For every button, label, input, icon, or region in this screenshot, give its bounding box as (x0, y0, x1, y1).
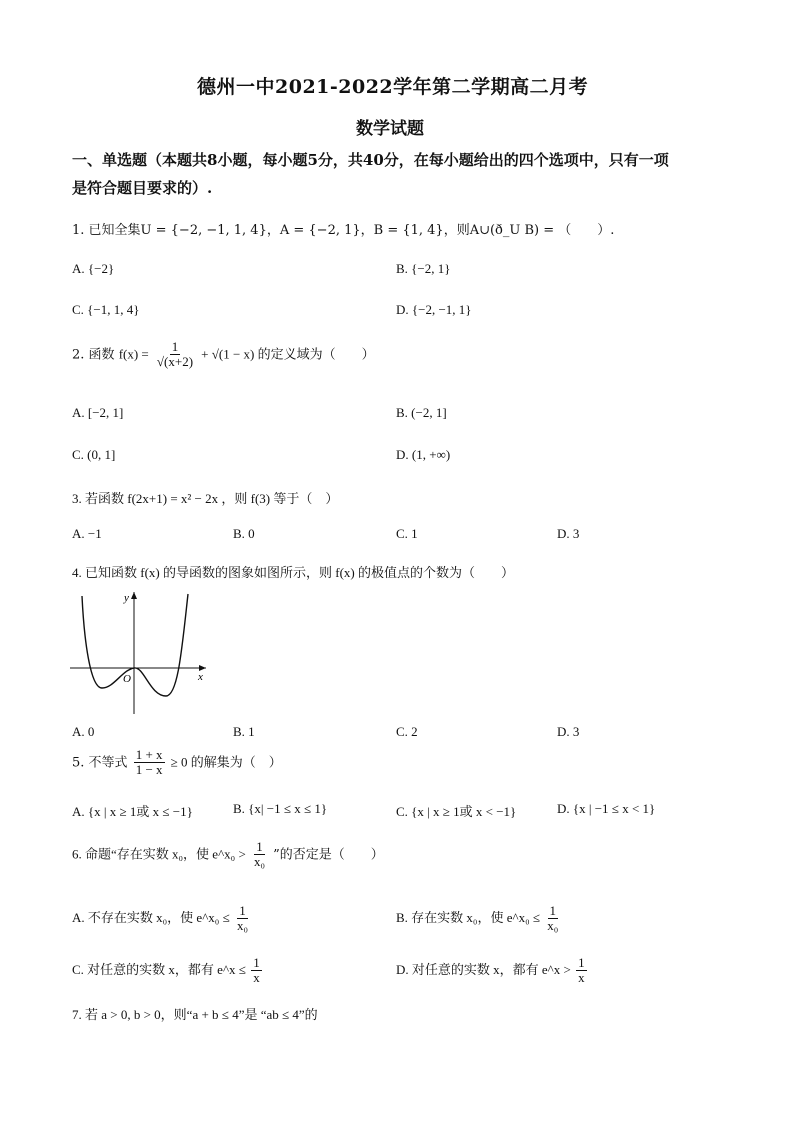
question-1-option-d[interactable]: D. {−2, −1, 1} (396, 302, 472, 317)
question-6-option-c-denominator: x (253, 970, 260, 986)
question-6-option-c-numerator: 1 (253, 955, 260, 970)
graph-y-arrow (131, 592, 137, 599)
question-3-option-d[interactable]: D. 3 (557, 526, 580, 541)
question-6-option-a-text: A. 不存在实数 x₀，使 e^x₀ ≤ (72, 909, 230, 925)
question-5-prefix: 5. 不等式 (72, 755, 128, 771)
question-2-tail: + √(1 − x) 的定义域为（ ） (201, 346, 375, 362)
question-3-option-c[interactable]: C. 1 (396, 526, 418, 541)
question-6-option-b-text: B. 存在实数 x₀，使 e^x₀ ≤ (396, 909, 540, 925)
question-6-option-a[interactable] (72, 904, 252, 934)
question-4-option-c[interactable]: C. 2 (396, 724, 418, 739)
graph-x-label: x (198, 671, 203, 683)
question-6-tail: ”的否定是（ ） (273, 847, 384, 863)
question-5-option-d[interactable]: D. {x | −1 ≤ x < 1} (557, 801, 656, 816)
graph-y-label: y (124, 592, 129, 604)
question-1-option-b[interactable]: B. {−2, 1} (396, 261, 451, 276)
question-5-option-a[interactable]: A. {x | x ≥ 1或 x ≤ −1} (72, 804, 193, 819)
question-6-option-c-text: C. 对任意的实数 x，都有 e^x ≤ (72, 961, 246, 977)
question-1-option-a[interactable]: A. {−2} (72, 261, 115, 276)
question-6-option-d[interactable] (396, 956, 589, 986)
question-3-option-a[interactable]: A. −1 (72, 526, 102, 541)
question-4-option-d[interactable]: D. 3 (557, 724, 580, 739)
section-heading-line2: 是符合题目要求的）. (72, 179, 213, 197)
question-6-option-d-denominator: x (578, 970, 585, 986)
question-2-option-c[interactable]: C. (0, 1] (72, 447, 116, 462)
question-6-prefix: 6. 命题“存在实数 x₀，使 e^x₀ > (72, 846, 246, 862)
question-6-option-c[interactable] (72, 956, 264, 986)
question-6-option-d-numerator: 1 (578, 955, 585, 970)
question-6-option-d-fraction (576, 956, 587, 986)
question-2-option-b[interactable]: B. (−2, 1] (396, 405, 447, 420)
question-6-option-a-fraction (235, 904, 250, 934)
question-2-option-a[interactable]: A. [−2, 1] (72, 405, 124, 420)
question-5-option-b[interactable]: B. {x| −1 ≤ x ≤ 1} (233, 801, 328, 816)
derivative-graph (68, 588, 210, 718)
question-5-fraction (134, 748, 165, 778)
graph-curve (82, 594, 188, 696)
question-1-stem: 1. 已知全集U = {−2, −1, 1, 4}，A = {−2, 1}，B = {1, 4}，则A∪(ð_U B) = （ ）. (72, 223, 615, 238)
question-6-stem (72, 840, 384, 870)
question-4-stem: 4. 已知函数 f(x) 的导函数的图象如图所示，则 f(x) 的极值点的个数为（ ） (72, 565, 514, 580)
section-heading-line1: 一、单选题（本题共8小题，每小题5分，共40分，在每小题给出的四个选项中，只有一项 (72, 151, 669, 169)
question-5-stem (72, 748, 282, 778)
question-6-option-d-text: D. 对任意的实数 x，都有 e^x > (396, 961, 571, 977)
graph-origin-label: O (123, 673, 131, 685)
question-6-option-b[interactable] (396, 904, 562, 934)
question-6-fraction (252, 840, 267, 870)
question-6-option-b-numerator: 1 (549, 903, 557, 918)
exam-subtitle: 数学试题 (356, 119, 424, 139)
question-6-option-a-denominator: x₀ (236, 918, 249, 934)
question-3-option-b[interactable]: B. 0 (233, 526, 255, 541)
section-heading (72, 146, 669, 202)
question-4-option-b[interactable]: B. 1 (233, 724, 255, 739)
question-6-option-b-denominator: x₀ (547, 918, 559, 934)
exam-title: 德州一中2021-2022学年第二学期高二月考 (197, 76, 589, 98)
question-2-fraction-denominator: √(x+2) (156, 354, 194, 370)
question-5-option-c[interactable]: C. {x | x ≥ 1或 x < −1} (396, 804, 517, 819)
question-4-option-a[interactable]: A. 0 (72, 724, 95, 739)
question-2-stem (72, 340, 375, 370)
question-6-fraction-numerator: 1 (256, 839, 263, 854)
question-5-fraction-numerator: 1 + x (135, 747, 163, 762)
question-2-option-d[interactable]: D. (1, +∞) (396, 447, 451, 462)
question-2-fraction-numerator: 1 (171, 339, 179, 354)
question-6-option-b-fraction (545, 904, 560, 934)
question-2-fraction (155, 340, 195, 370)
question-5-tail: ≥ 0 的解集为（ ） (170, 754, 282, 770)
question-5-fraction-denominator: 1 − x (135, 762, 163, 778)
question-6-option-c-fraction (251, 956, 262, 986)
question-2-function: f(x) = (118, 346, 149, 362)
question-1-option-c[interactable]: C. {−1, 1, 4} (72, 302, 140, 317)
question-6-option-a-numerator: 1 (239, 903, 246, 918)
question-6-fraction-denominator: x₀ (253, 854, 265, 870)
question-2-prefix: 2. 函数 (72, 347, 115, 363)
question-7-stem: 7. 若 a > 0, b > 0，则“a + b ≤ 4”是 “ab ≤ 4”的 (72, 1007, 318, 1022)
question-3-stem: 3. 若函数 f(2x+1) = x² − 2x ，则 f(3) 等于（ ） (72, 491, 339, 506)
